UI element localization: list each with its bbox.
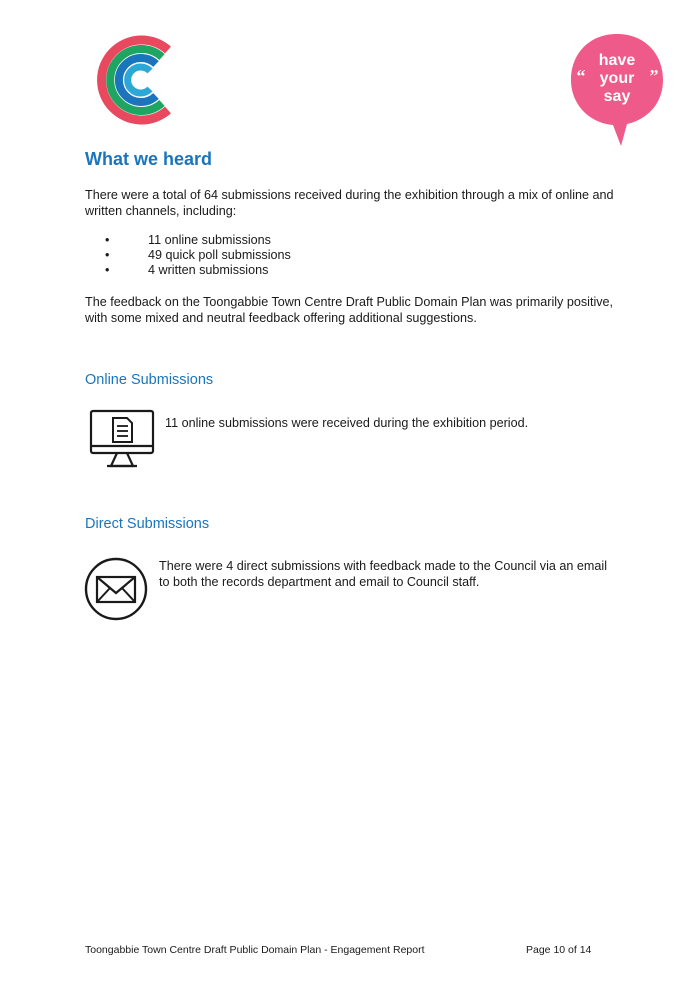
bullet-marker: • [105,233,110,247]
intro-paragraph: There were a total of 64 submissions received during the exhibition through a mix of online and written channels, including: [85,188,614,218]
page-title: What we heard [85,149,213,169]
list-item-text: 11 online submissions [148,233,271,247]
online-submissions-heading: Online Submissions [85,372,214,388]
direct-submissions-heading: Direct Submissions [85,516,210,532]
council-logo [88,30,180,130]
badge-line-1: have [598,52,636,69]
online-submissions-text: 11 online submissions were received during the exhibition period. [165,416,529,430]
list-item [85,233,291,248]
quote-close-icon: ” [649,66,659,86]
badge-line-3: say [603,88,631,105]
summary-paragraph: The feedback on the Toongabbie Town Centre Draft Public Domain Plan was primarily positive, with some mixed and neutral feedback offering additional suggestions. [85,295,614,325]
bullet-marker: • [105,263,110,277]
have-your-say-badge [567,30,667,148]
bullet-marker: • [105,248,110,262]
list-item-text: 4 written submissions [148,263,269,277]
footer-page-number: Page 10 of 14 [526,944,592,956]
direct-submissions-text: There were 4 direct submissions with feedback made to the Council via an email to both the records department and email to Council staff. [159,559,607,589]
list-item [85,248,291,263]
monitor-document-icon [89,409,155,469]
quote-open-icon: “ [576,66,586,86]
badge-line-2: your [599,70,635,87]
envelope-icon [84,557,148,621]
list-item [85,263,291,278]
list-item-text: 49 quick poll submissions [148,248,291,262]
submission-list [85,233,291,278]
footer-document-title: Toongabbie Town Centre Draft Public Domain Plan - Engagement Report [85,944,425,956]
